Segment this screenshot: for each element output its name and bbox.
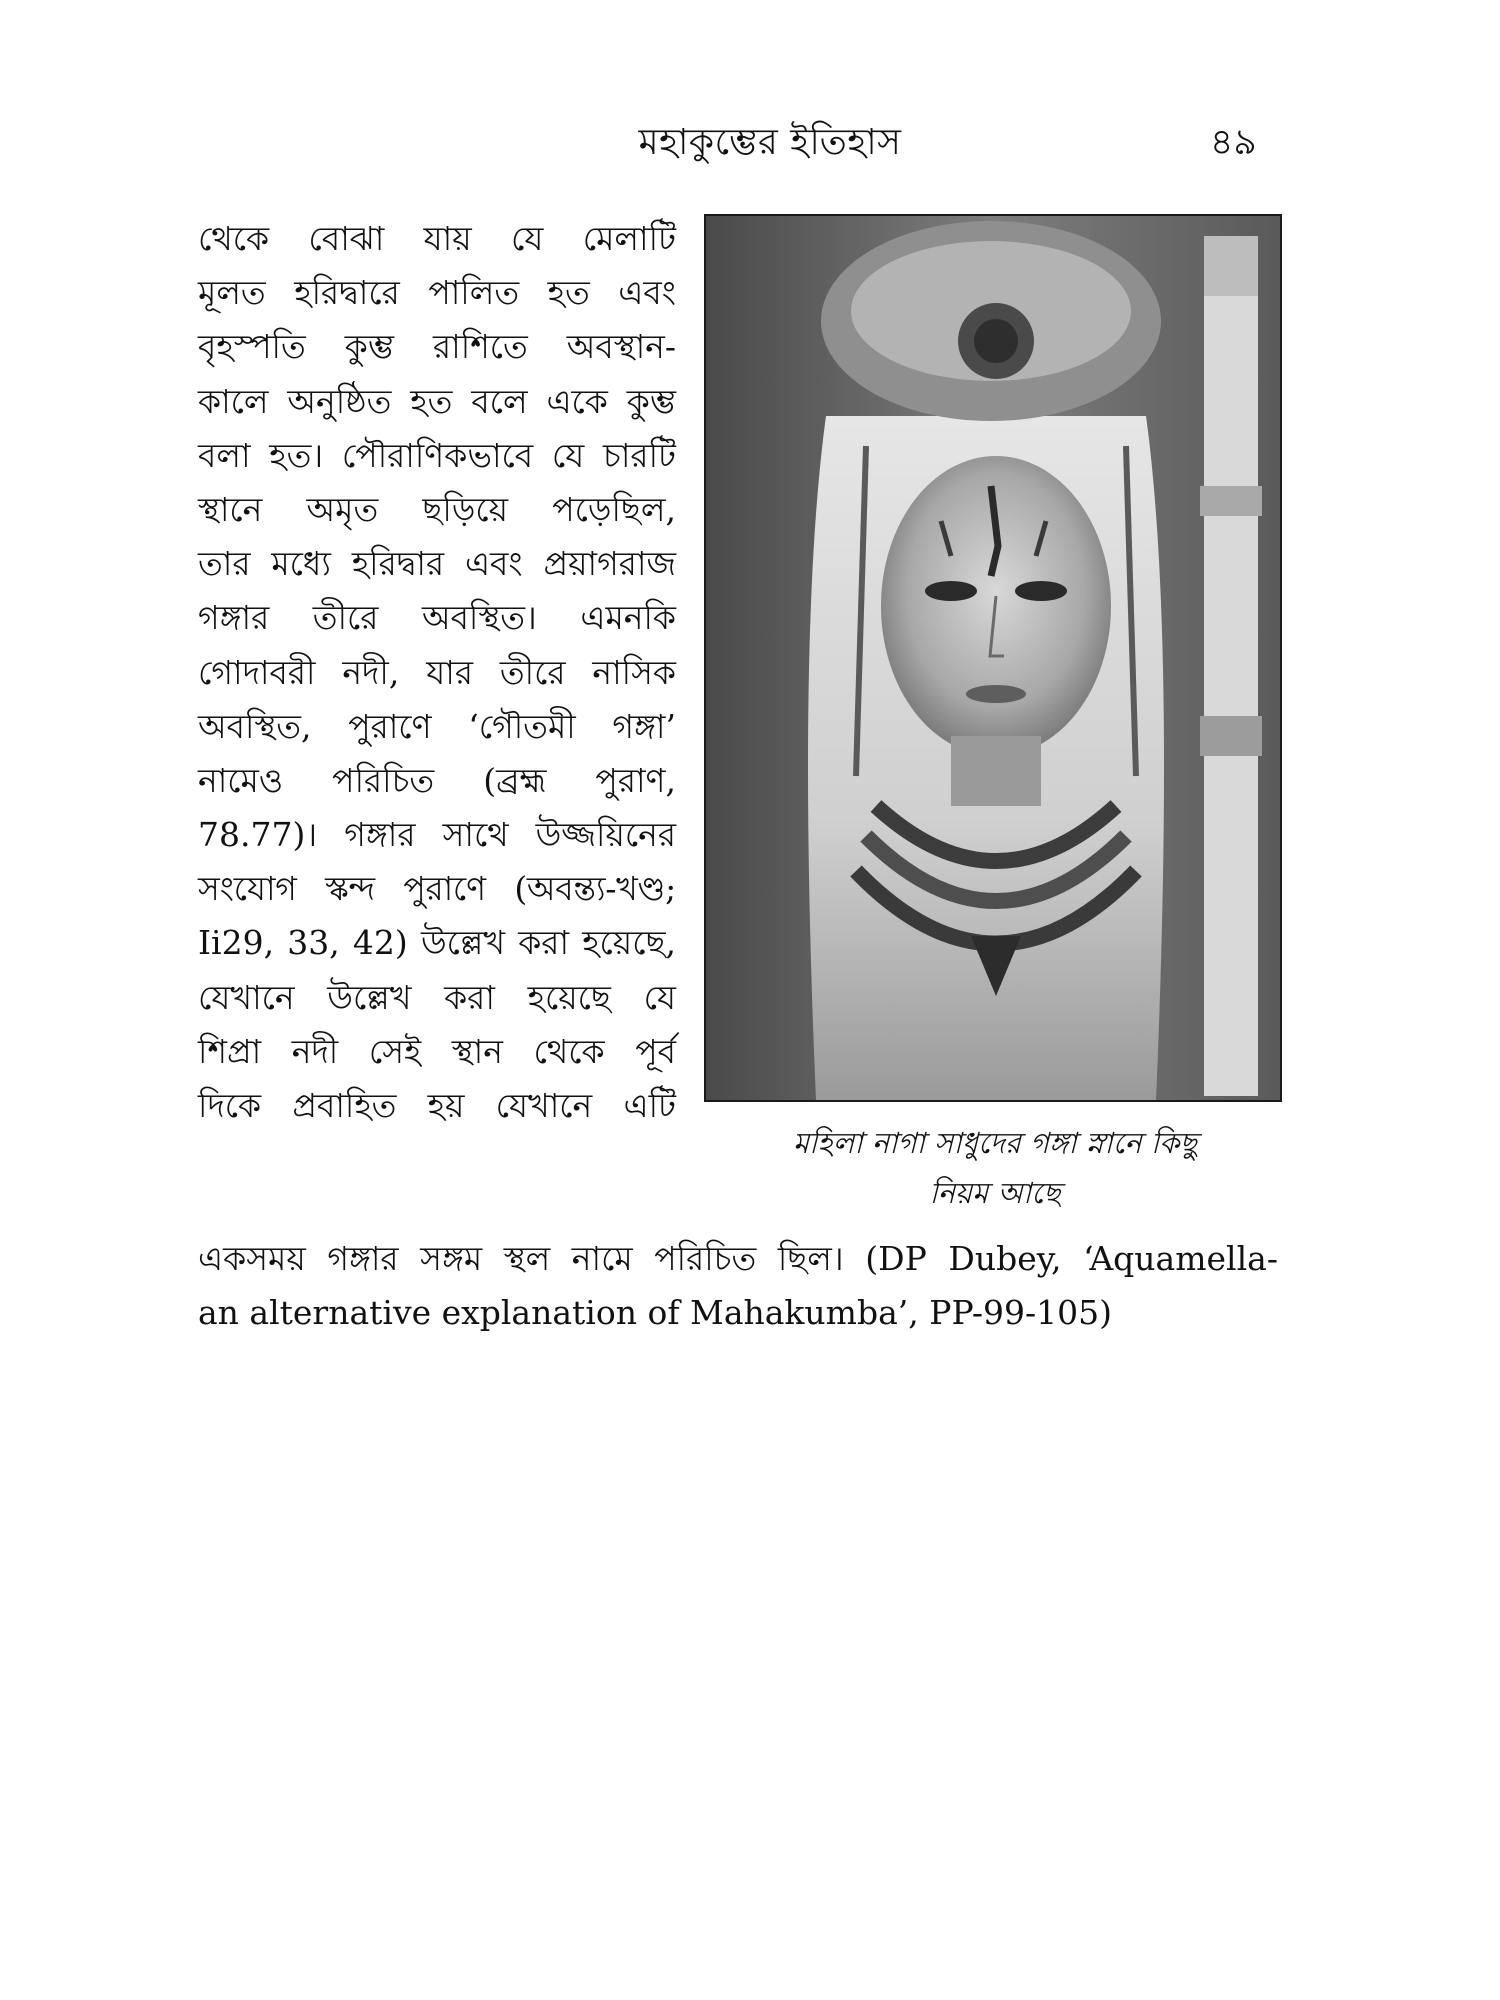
- figure-caption: [700, 1118, 1290, 1218]
- body-line: 78.77)। গঙ্গার সাথে উজ্জয়িনের: [198, 815, 676, 855]
- body-line: মূলত হরিদ্বারে পালিত হত এবং: [198, 273, 676, 313]
- page-number: ৪৯: [1210, 122, 1257, 163]
- body-line: থেকে বোঝা যায় যে মেলাটি: [198, 219, 676, 258]
- caption-line: মহিলা নাগা সাধুদের গঙ্গা স্নানে কিছু: [792, 1126, 1198, 1160]
- body-text-column: [198, 212, 676, 1133]
- body-line: গোদাবরী নদী, যার তীরে নাসিক: [198, 652, 676, 692]
- body-line: কালে অনুষ্ঠিত হত বলে একে কুম্ভ: [198, 381, 676, 421]
- body-line: শিপ্রা নদী সেই স্থান থেকে পূর্ব: [198, 1031, 676, 1071]
- body-line: Ii29, 33, 42) উল্লেখ করা হয়েছে,: [198, 923, 676, 963]
- full-width-text: [198, 1232, 1278, 1340]
- portrait-photo-illustration: [706, 216, 1280, 1100]
- full-line: একসময় গঙ্গার সঙ্গম স্থল নামে পরিচিত ছিল। (DP Dubey, ‘Aquamella-: [198, 1239, 1278, 1278]
- running-title: মহাকুম্ভের ইতিহাস: [638, 122, 902, 163]
- running-head: [0, 118, 1500, 168]
- body-line: তার মধ্যে হরিদ্বার এবং প্রয়াগরাজ: [198, 544, 676, 584]
- body-line: দিকে প্রবাহিত হয় যেখানে এটি: [198, 1086, 676, 1125]
- body-line: যেখানে উল্লেখ করা হয়েছে যে: [198, 977, 676, 1017]
- body-line: সংযোগ স্কন্দ পুরাণে (অবন্ত্য-খণ্ড;: [198, 869, 676, 909]
- full-line: an alternative explanation of Mahakumba’, PP-99-105): [198, 1293, 1112, 1332]
- body-line: বলা হত। পৌরাণিকভাবে যে চারটি: [198, 435, 676, 475]
- body-line: অবস্থিত, পুরাণে ‘গৌতমী গঙ্গা’: [198, 706, 676, 746]
- body-line: নামেও পরিচিত (ব্রহ্ম পুরাণ,: [198, 760, 676, 800]
- body-line: গঙ্গার তীরে অবস্থিত। এমনকি: [198, 598, 676, 638]
- body-line: বৃহস্পতি কুম্ভ রাশিতে অবস্থান-: [198, 327, 676, 367]
- caption-line: নিয়ম আছে: [929, 1176, 1061, 1210]
- portrait-photo: [704, 214, 1282, 1102]
- body-line: স্থানে অমৃত ছড়িয়ে পড়েছিল,: [198, 489, 676, 529]
